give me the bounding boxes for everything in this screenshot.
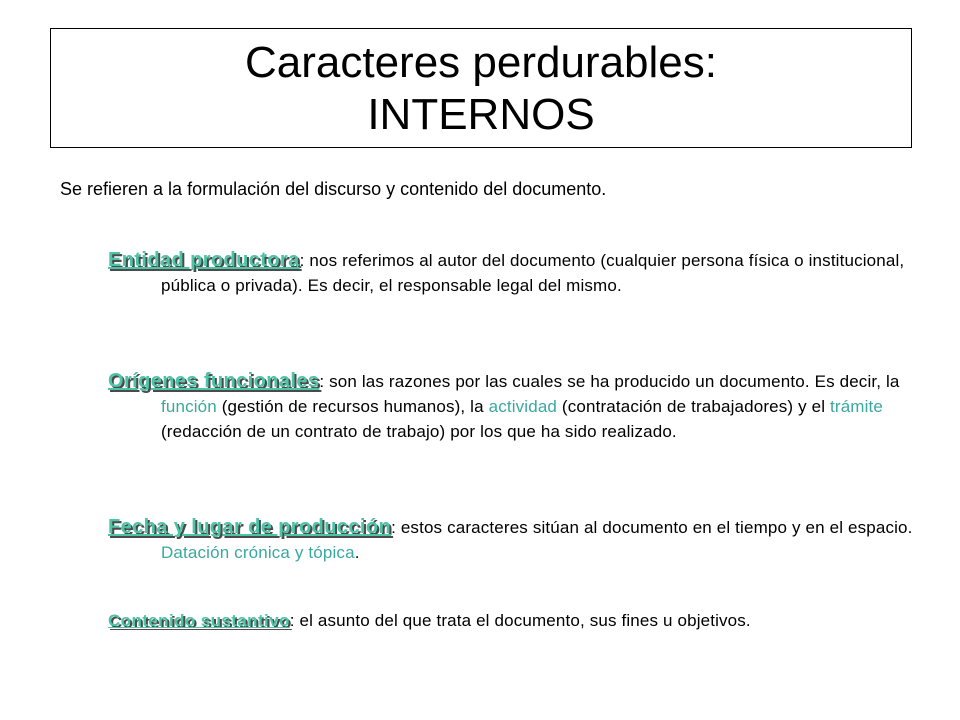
- highlight-tramite: trámite: [830, 397, 884, 416]
- item-paragraph: [108, 369, 920, 444]
- item-entidad-productora: [108, 248, 920, 298]
- item-text: : son las razones por las cuales se ha producido un documento. Es decir, la: [319, 372, 900, 391]
- slide-title-line-2: INTERNOS: [367, 90, 595, 139]
- highlight-funcion: función: [161, 397, 217, 416]
- highlight-actividad: actividad: [488, 397, 558, 416]
- item-contenido-sustantivo: [108, 608, 920, 633]
- item-text: (contratación de trabajadores) y el: [557, 397, 831, 416]
- item-text: .: [354, 543, 360, 562]
- term-contenido-sustantivo: Contenido sustantivo: [108, 611, 290, 630]
- intro-paragraph: Se refieren a la formulación del discurso y contenido del documento.: [60, 179, 607, 199]
- item-text: (redacción de un contrato de trabajo) por los que ha sido realizado.: [161, 422, 677, 441]
- term-entidad-productora: Entidad productora: [108, 249, 300, 271]
- item-text: : nos referimos al autor del documento (cualquier persona física o institucional, pública o privada). Es decir, el responsable legal del mismo.: [161, 251, 905, 295]
- item-paragraph: [108, 608, 920, 633]
- item-text: : el asunto del que trata el documento, sus fines u objetivos.: [289, 611, 751, 630]
- term-fecha-lugar-produccion: Fecha y lugar de producción: [108, 516, 392, 538]
- item-origenes-funcionales: [108, 369, 920, 444]
- slide-title-box: [50, 28, 912, 148]
- item-paragraph: [108, 515, 920, 565]
- term-origenes-funcionales: Orígenes funcionales: [108, 370, 320, 392]
- item-text: : estos caracteres sitúan al documento en el tiempo y en el espacio.: [391, 518, 913, 537]
- slide-title-line-1: Caracteres perdurables:: [244, 38, 717, 87]
- item-fecha-lugar-produccion: [108, 515, 920, 565]
- item-text: (gestión de recursos humanos), la: [216, 397, 489, 416]
- item-paragraph: [108, 248, 920, 298]
- highlight-datacion: Datación crónica y tópica: [161, 543, 355, 562]
